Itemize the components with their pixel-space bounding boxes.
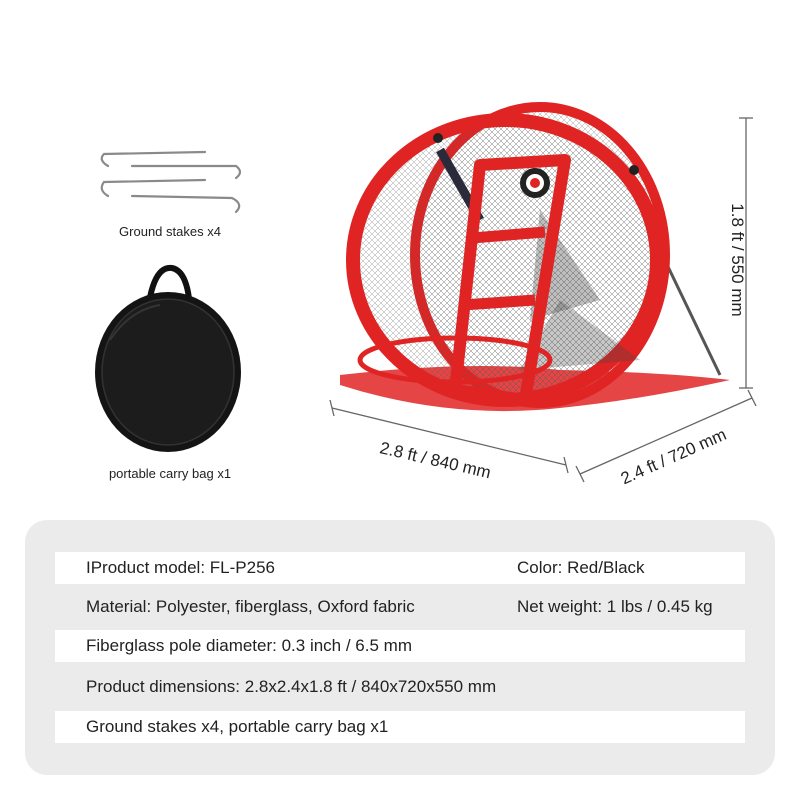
width-dimension-label: 2.8 ft / 840 mm	[377, 438, 493, 483]
spec-color: Color: Red/Black	[517, 558, 645, 577]
spec-row-model	[55, 552, 745, 584]
depth-dimension-label: 2.4 ft / 720 mm	[617, 424, 730, 489]
spec-material: Material: Polyester, fiberglass, Oxford fabric	[86, 597, 415, 616]
chipping-net-image	[340, 107, 730, 411]
specifications-panel	[25, 520, 775, 775]
spec-model: IProduct model: FL-P256	[86, 558, 275, 577]
spec-row-included	[55, 711, 745, 743]
stakes-caption: Ground stakes x4	[119, 224, 221, 239]
spec-row-material	[55, 591, 745, 623]
spec-row-pole	[55, 630, 745, 662]
height-dimension-label: 1.8 ft / 550 mm	[728, 203, 747, 317]
spec-row-size	[55, 671, 745, 703]
bag-caption: portable carry bag x1	[108, 466, 232, 481]
spec-included: Ground stakes x4, portable carry bag x1	[86, 717, 389, 736]
spec-weight: Net weight: 1 lbs / 0.45 kg	[517, 597, 713, 616]
spec-pole: Fiberglass pole diameter: 0.3 inch / 6.5 mm	[86, 636, 412, 655]
spec-size: Product dimensions: 2.8x2.4x1.8 ft / 840x720x550 mm	[86, 677, 497, 696]
ground-stakes-image	[102, 152, 240, 212]
carry-bag-image	[95, 268, 241, 452]
